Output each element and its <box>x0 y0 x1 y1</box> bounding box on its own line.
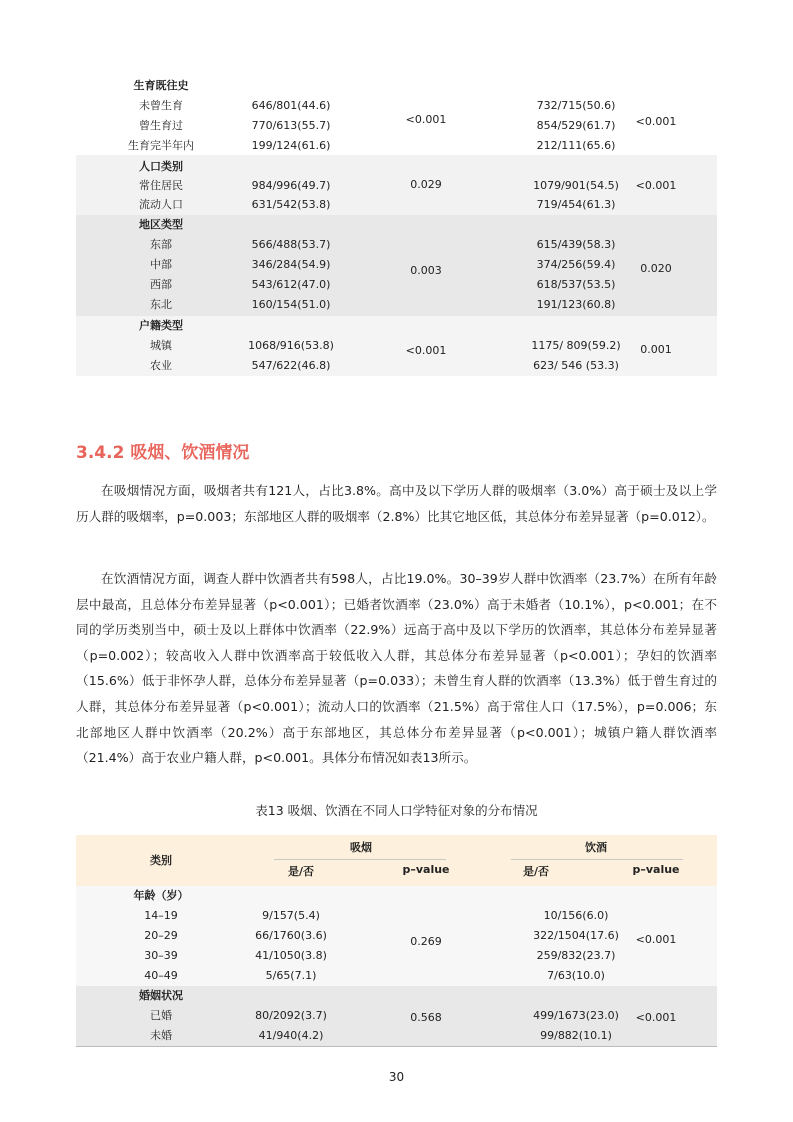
smoke-value: 1068/916(53.8) <box>248 339 334 352</box>
row-label: 常住居民 <box>139 179 183 192</box>
drink-value: 322/1504(17.6) <box>533 929 619 942</box>
table-bottom-rule <box>76 1046 717 1047</box>
drink-value: 374/256(59.4) <box>536 258 616 271</box>
smoke-p-value: 0.568 <box>410 1011 442 1024</box>
group-header: 年龄（岁） <box>133 889 189 902</box>
table-group <box>76 886 717 986</box>
table-group <box>76 215 717 316</box>
smoke-value: 5/65(7.1) <box>265 969 317 982</box>
smoke-p-value: <0.001 <box>405 344 447 357</box>
drink-p-value: 0.001 <box>640 343 672 356</box>
drink-p-value: <0.001 <box>635 115 677 128</box>
row-label: 流动人口 <box>139 198 183 211</box>
table-group <box>76 76 717 155</box>
row-label: 城镇 <box>150 339 172 352</box>
drink-p-value-header: p–value <box>632 863 680 876</box>
row-label: 西部 <box>150 278 172 291</box>
row-label: 未曾生育 <box>139 99 183 112</box>
category-header: 类别 <box>150 854 172 867</box>
drink-yes-no-header: 是/否 <box>522 865 550 878</box>
smoke-p-value: 0.269 <box>410 935 442 948</box>
smoke-value: 9/157(5.4) <box>262 909 320 922</box>
drink-p-value: 0.020 <box>640 262 672 275</box>
row-label: 40–49 <box>144 969 178 982</box>
drink-value: 719/454(61.3) <box>536 198 616 211</box>
table-header <box>76 835 717 886</box>
row-label: 30–39 <box>144 949 178 962</box>
smoke-value: 41/1050(3.8) <box>255 949 327 962</box>
drink-value: 623/ 546 (53.3) <box>533 359 619 372</box>
smoke-value: 80/2092(3.7) <box>255 1009 327 1022</box>
group-header: 生育既往史 <box>133 79 189 92</box>
drink-value: 618/537(53.5) <box>536 278 616 291</box>
drink-value: 99/882(10.1) <box>540 1029 612 1042</box>
drink-p-value: <0.001 <box>635 933 677 946</box>
table-13 <box>76 835 717 1047</box>
paragraph-drinking: 在饮酒情况方面，调查人群中饮酒者共有598人，占比19.0%。30–39岁人群中饮酒率（23.7%）在所有年龄层中最高，且总体分布差异显著（p<0.001）；已婚者饮酒率（23.0%）高于未婚者（10.1%），p<0.001；在不同的学历类别当中，硕士及以上群体中饮酒率（22.9%）远高于高中及以下学历的饮酒率，其总体分布差异显著（p=0.002）；较高收入人群中饮酒率高于较低收入人群，其总体分布差异显著（p<0.001）；孕妇的饮酒率（15.6%）低于非怀孕人群，总体分布差异显著（p=0.033）；未曾生育人群的饮酒率（13.3%）低于曾生育过的人群，其总体分布差异显著（p<0.001）；流动人口的饮酒率（21.5%）高于常住人口（17.5%），p=0.006；东北部地区人群中饮酒率（20.2%）高于东部地区，其总体分布差异显著（p<0.001）；城镇户籍人群饮酒率（21.4%）高于农业户籍人群，p<0.001。具体分布情况如表13所示。 <box>76 571 717 766</box>
drink-value: 191/123(60.8) <box>536 298 616 311</box>
group-header: 地区类型 <box>139 218 183 231</box>
smoke-p-value: 0.029 <box>410 178 442 191</box>
drink-value: 10/156(6.0) <box>543 909 609 922</box>
smoke-header: 吸烟 <box>350 841 372 854</box>
row-label: 曾生育过 <box>139 119 183 132</box>
row-label: 20–29 <box>144 929 178 942</box>
smoke-value: 41/940(4.2) <box>258 1029 324 1042</box>
drink-header: 饮酒 <box>585 841 607 854</box>
table-caption: 表13 吸烟、饮酒在不同人口学特征对象的分布情况 <box>255 803 538 818</box>
row-label: 未婚 <box>150 1029 172 1042</box>
smoke-value: 543/612(47.0) <box>251 278 331 291</box>
smoke-value: 770/613(55.7) <box>251 119 331 132</box>
group-header: 婚姻状况 <box>139 989 183 1002</box>
drink-value: 499/1673(23.0) <box>533 1009 619 1022</box>
paragraph-smoking: 在吸烟情况方面，吸烟者共有121人，占比3.8%。高中及以下学历人群的吸烟率（3.0%）高于硕士及以上学历人群的吸烟率，p=0.003；东部地区人群的吸烟率（2.8%）比其它地区低，其总体分布差异显著（p=0.012）。 <box>76 483 717 524</box>
smoke-value: 346/284(54.9) <box>251 258 331 271</box>
smoke-value: 631/542(53.8) <box>251 198 331 211</box>
table-group <box>76 155 717 215</box>
row-label: 东北 <box>150 298 172 311</box>
drink-value: 732/715(50.6) <box>536 99 616 112</box>
drink-value: 615/439(58.3) <box>536 238 616 251</box>
smoke-value: 66/1760(3.6) <box>255 929 327 942</box>
row-label: 农业 <box>150 359 172 372</box>
smoke-p-value: <0.001 <box>405 113 447 126</box>
group-header: 人口类别 <box>139 160 183 173</box>
drink-value: 1175/ 809(59.2) <box>531 339 621 352</box>
drink-p-value: <0.001 <box>635 179 677 192</box>
drink-value: 854/529(61.7) <box>536 119 616 132</box>
row-label: 生育完半年内 <box>128 139 194 152</box>
smoke-value: 547/622(46.8) <box>251 359 331 372</box>
top-table <box>76 76 717 376</box>
section-title: 3.4.2 吸烟、饮酒情况 <box>76 443 250 463</box>
drink-p-value: <0.001 <box>635 1011 677 1024</box>
drink-value: 212/111(65.6) <box>536 139 616 152</box>
table-group <box>76 986 717 1046</box>
smoke-value: 566/488(53.7) <box>251 238 331 251</box>
table-group <box>76 316 717 376</box>
row-label: 中部 <box>150 258 172 271</box>
row-label: 已婚 <box>150 1009 172 1022</box>
smoke-value: 199/124(61.6) <box>251 139 331 152</box>
group-header: 户籍类型 <box>139 319 183 332</box>
page-number: 30 <box>388 1070 405 1084</box>
drink-value: 1079/901(54.5) <box>533 179 619 192</box>
drink-value: 259/832(23.7) <box>536 949 616 962</box>
smoke-value: 984/996(49.7) <box>251 179 331 192</box>
smoke-yes-no-header: 是/否 <box>287 865 315 878</box>
smoke-p-value-header: p–value <box>402 863 450 876</box>
row-label: 14–19 <box>144 909 178 922</box>
smoke-p-value: 0.003 <box>410 264 442 277</box>
row-label: 东部 <box>150 238 172 251</box>
smoke-value: 646/801(44.6) <box>251 99 331 112</box>
smoke-value: 160/154(51.0) <box>251 298 331 311</box>
drink-value: 7/63(10.0) <box>547 969 605 982</box>
